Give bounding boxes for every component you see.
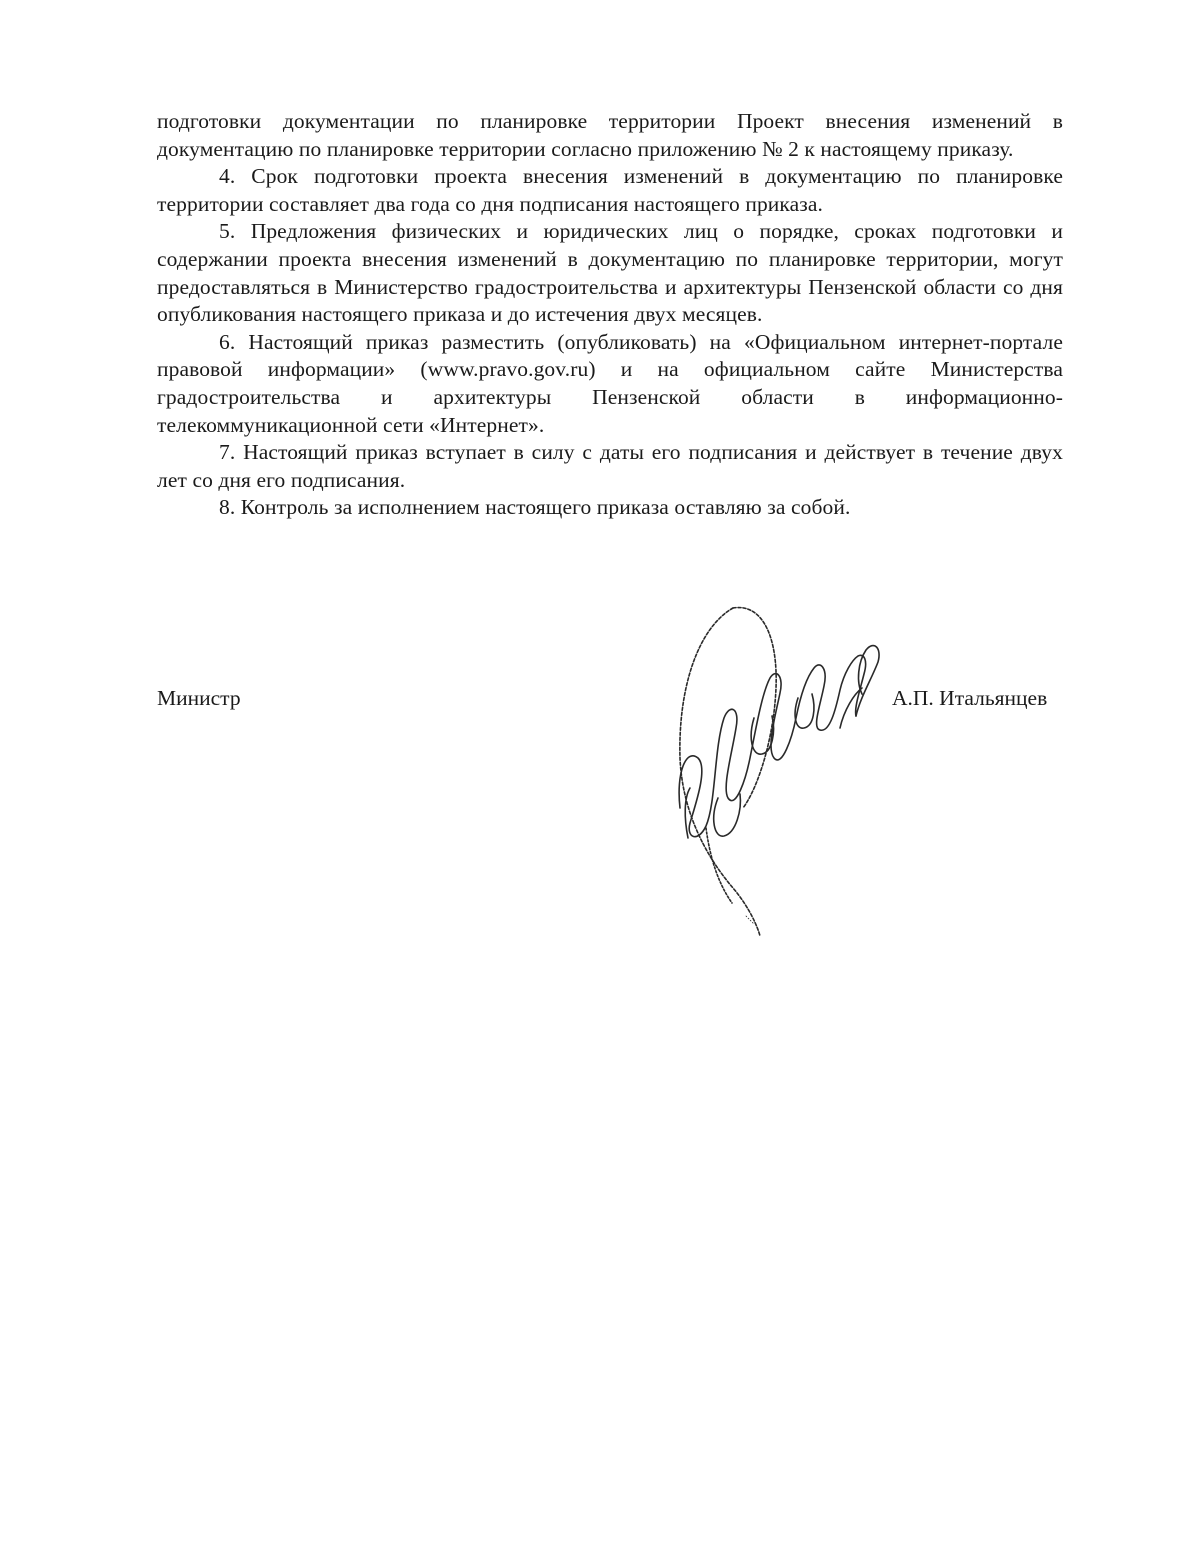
signatory-name: А.П. Итальянцев (892, 686, 1048, 710)
paragraph-continuation: подготовки документации по планировке территории Проект внесения изменений в документацию по планировке территории согласно приложению № 2 к настоящему приказу. (157, 109, 1063, 161)
signatory-role: Министр (157, 686, 241, 710)
paragraph-item-7: 7. Настоящий приказ вступает в силу с даты его подписания и действует в течение двух лет со дня его подписания. (157, 440, 1063, 492)
document-body (157, 108, 1063, 522)
paragraph-item-6: 6. Настоящий приказ разместить (опубликовать) на «Официальном интернет-портале правовой информации» (www.pravo.gov.ru) и на официальном сайте Министерства градостроительства и архитектуры Пензенской области в информационно-телекоммуникационной сети «Интернет». (157, 329, 1063, 437)
paragraph-item-4: 4. Срок подготовки проекта внесения изменений в документацию по планировке территории составляет два года со дня подписания настоящего приказа. (157, 164, 1063, 216)
paragraph-item-5: 5. Предложения физических и юридических лиц о порядке, сроках подготовки и содержании проекта внесения изменений в документацию по планировке территории, могут предоставляться в Министерство градостроительства и архитектуры Пензенской области со дня опубликования настоящего приказа и до истечения двух месяцев. (157, 219, 1063, 327)
signature-icon (658, 598, 888, 938)
paragraph-item-8: 8. Контроль за исполнением настоящего приказа оставляю за собой. (219, 495, 851, 520)
